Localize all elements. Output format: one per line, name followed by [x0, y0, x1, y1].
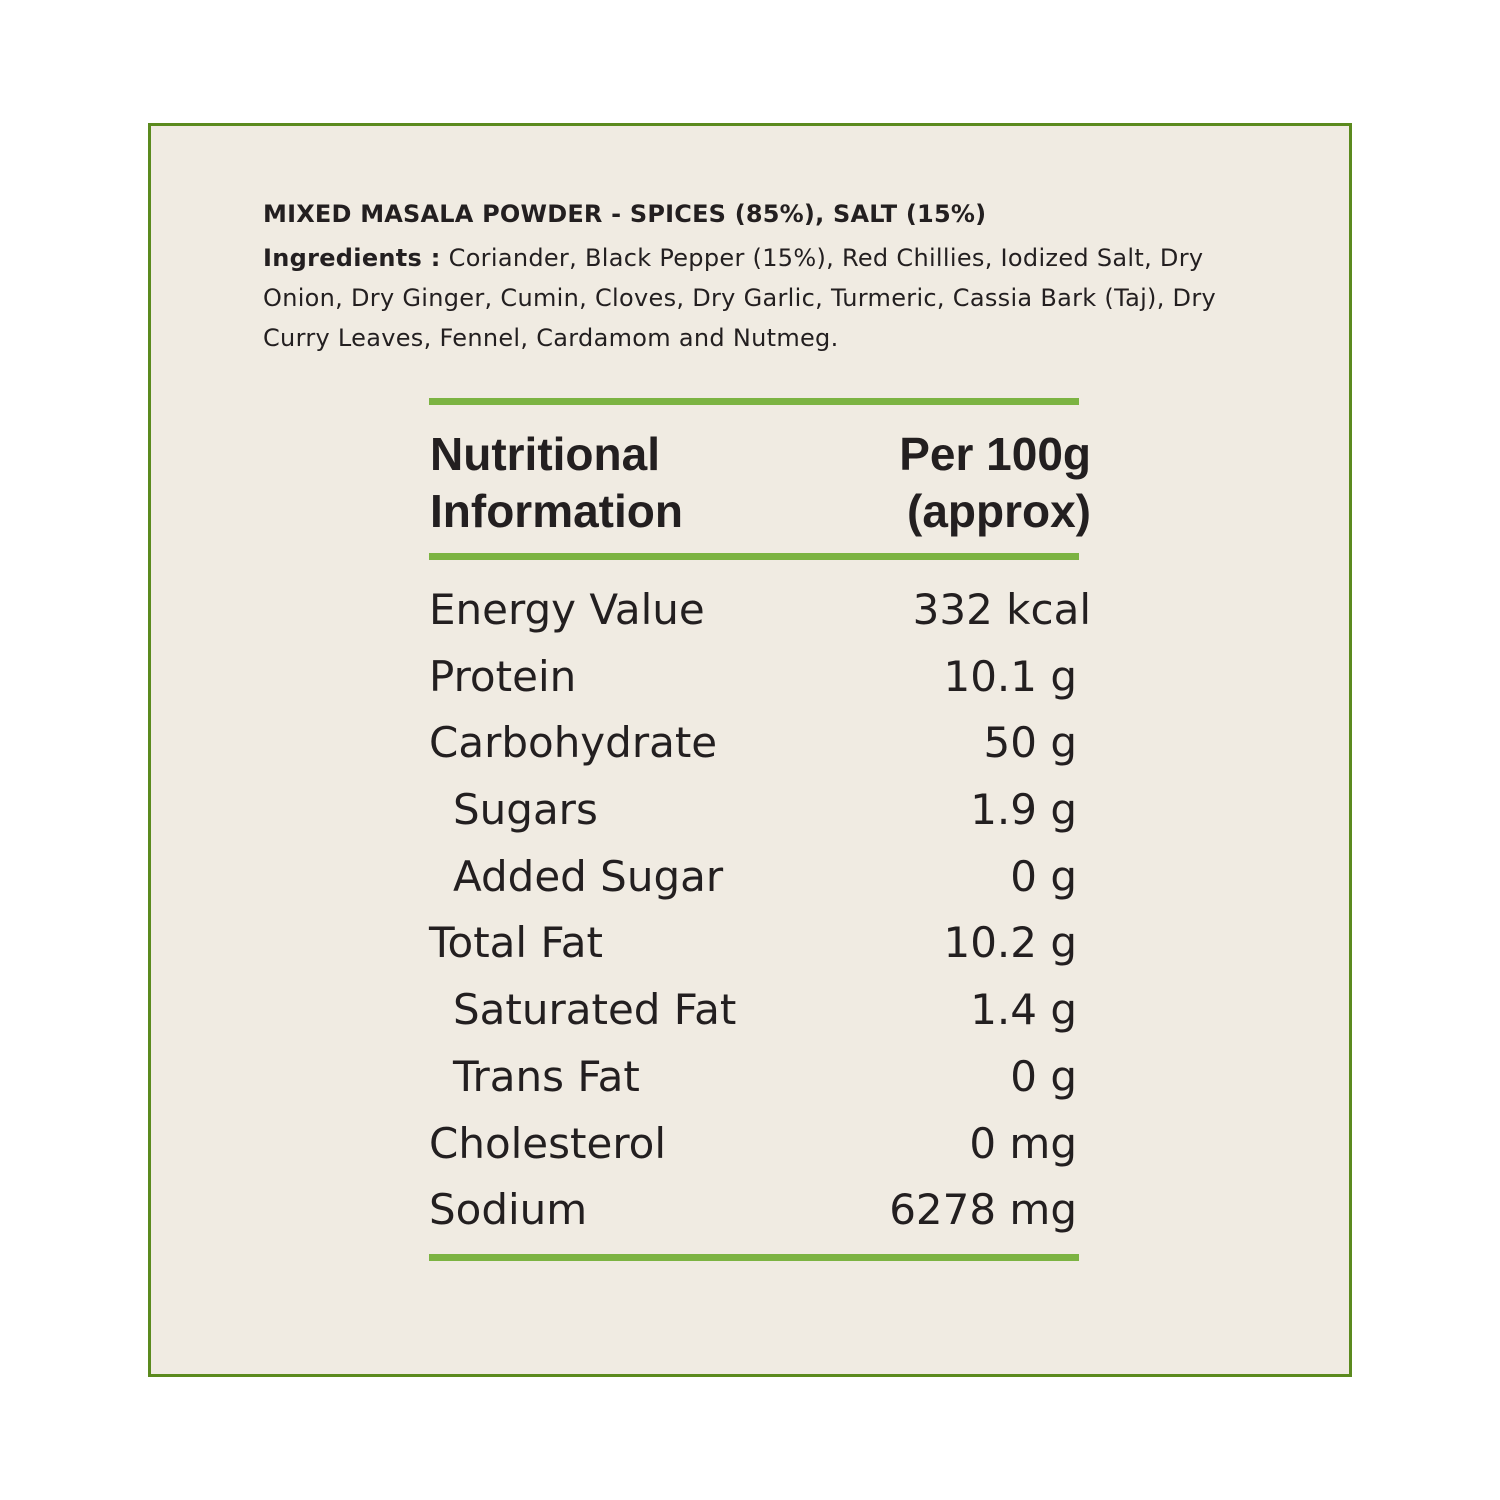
nutrient-name: Total Fat — [429, 918, 603, 968]
nutrition-row-cholesterol — [429, 1107, 1079, 1174]
nutrient-name: Carbohydrate — [429, 718, 718, 768]
nutrition-header-serving-line1: Per 100g — [899, 428, 1091, 480]
nutrient-name: Cholesterol — [429, 1118, 667, 1168]
ingredients-text: Coriander, Black Pepper (15%), Red Chillies, Iodized Salt, Dry Onion, Dry Ginger, Cumin, Cloves, Dry Garlic, Turmeric, Cassia Bark (Taj), Dry Curry Leaves, Fennel, Cardamom and Nutmeg. — [263, 244, 1217, 352]
nutrition-row-sodium — [429, 1173, 1079, 1240]
nutrient-value: 10.1 g — [943, 651, 1077, 701]
nutrition-row-added-sugar — [429, 840, 1079, 907]
nutrition-row-sugars — [429, 773, 1079, 840]
nutrient-name: Energy Value — [429, 585, 705, 634]
nutrition-header-title-line1: Nutritional — [430, 428, 660, 480]
header-divider — [429, 553, 1079, 560]
nutrition-row-saturated-fat — [429, 973, 1079, 1040]
nutrient-value: 0 g — [1010, 1051, 1077, 1101]
bottom-divider — [429, 1254, 1079, 1261]
nutrient-name: Added Sugar — [453, 851, 724, 901]
product-title: MIXED MASALA POWDER - SPICES (85%), SALT (15%) — [263, 200, 987, 228]
ingredients-label: Ingredients : — [263, 244, 441, 272]
nutrient-name: Sugars — [453, 785, 598, 835]
nutrition-row-total-fat — [429, 906, 1079, 973]
nutrient-value: 1.9 g — [970, 785, 1077, 835]
nutrient-value: 332 kcal — [912, 585, 1091, 634]
nutrient-name: Sodium — [429, 1185, 588, 1235]
nutrition-row-protein — [429, 640, 1079, 707]
nutrient-value: 1.4 g — [970, 985, 1077, 1035]
nutrition-header-serving-line2: (approx) — [907, 485, 1091, 537]
nutrition-row-energy — [429, 573, 1091, 640]
nutrition-table — [429, 573, 1091, 1240]
nutrient-name: Trans Fat — [453, 1051, 640, 1101]
nutrient-value: 50 g — [983, 718, 1077, 768]
nutrient-value: 0 mg — [969, 1118, 1077, 1168]
nutrition-header-title — [430, 426, 683, 540]
nutrient-value: 10.2 g — [943, 918, 1077, 968]
nutrition-header-title-line2: Information — [430, 485, 683, 537]
ingredients-block — [263, 238, 1238, 358]
nutrition-row-trans-fat — [429, 1040, 1079, 1107]
nutrient-name: Protein — [429, 651, 577, 701]
nutrition-row-carbohydrate — [429, 706, 1079, 773]
nutrient-value: 0 g — [1010, 851, 1077, 901]
top-divider — [429, 398, 1079, 405]
nutrition-label-panel — [148, 123, 1352, 1377]
nutrient-name: Saturated Fat — [453, 985, 737, 1035]
nutrition-header-serving — [791, 426, 1091, 540]
nutrient-value: 6278 mg — [889, 1185, 1077, 1235]
